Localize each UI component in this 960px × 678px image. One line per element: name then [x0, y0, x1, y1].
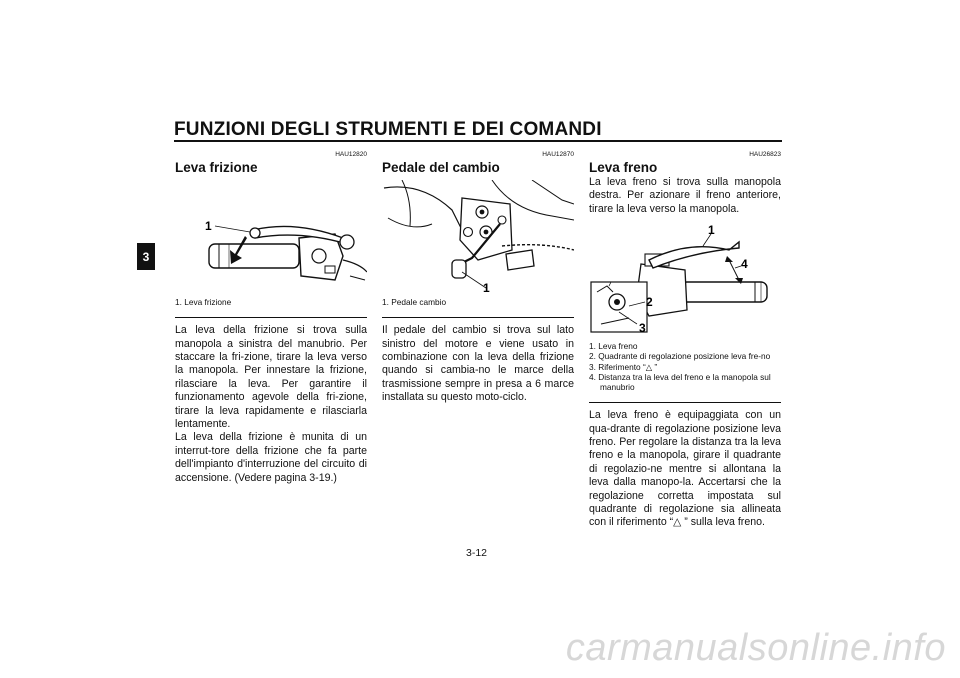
caption-item: 1. Leva freno: [589, 341, 638, 352]
clutch-lever-illustration: [175, 180, 367, 294]
section-brake-lever: [589, 150, 781, 530]
callout-3: 3: [639, 321, 646, 336]
caption-item: 4. Distanza tra la leva del freno e la manopola sul manubrio: [589, 371, 771, 393]
figure-captions: [382, 297, 574, 307]
section-code: HAU12870: [542, 151, 574, 158]
page-title: FUNZIONI DEGLI STRUMENTI E DEI COMANDI: [174, 119, 602, 140]
section-code: HAU12820: [335, 151, 367, 158]
callout-4: 4: [741, 257, 748, 272]
brake-lever-figure: [589, 220, 781, 403]
section-code: HAU26823: [749, 151, 781, 158]
section-heading: Leva freno: [589, 160, 658, 175]
figure-captions: [589, 341, 781, 392]
shift-pedal-figure: [382, 180, 574, 318]
section-body: La leva freno è equipaggiata con un qua-drante di regolazione posizione leva freno. Per regolare la distanza tra la leva freno e la manopola, girare il quadrante di regolazio-ne mentre si allontana la leva dalla manopo-la. Accertarsi che la regolazione corretta impostata sul quadrante di regolazione sia allineata con il riferimento “△ ” sulla leva freno.: [589, 409, 781, 529]
section-shift-pedal: [382, 150, 574, 405]
shift-pedal-illustration: [382, 180, 574, 294]
caption-item: 3. Riferimento “△ ”: [589, 361, 658, 372]
section-body: La leva della frizione si trova sulla manopola a sinistra del manubrio. Per staccare la fri-zione, tirare la leva verso la manopola. Per innestare la frizione, rilasciare la leva. Per garantire il funzionamento agevole della fri-zione, tirare la leva rapidamente e rilasciarla lentamente. La leva della frizione è munita di un interrut-tore della frizione che fa parte dell'impianto d'interruzione del circuito di accensione. (Vedere pagina 3-19.): [175, 324, 367, 484]
watermark: carmanualsonline.info: [565, 626, 946, 669]
caption-item: 1. Pedale cambio: [382, 297, 447, 307]
caption-item: 1. Leva frizione: [175, 297, 232, 307]
section-body: Il pedale del cambio si trova sul lato sinistro del motore e viene usato in combinazione con la leva della frizione quando si cambia-no le marce della trasmissione sempre in presa a 6 marce installata su questo moto-ciclo.: [382, 324, 574, 404]
section-heading: Pedale del cambio: [382, 160, 500, 175]
callout-2: 2: [646, 295, 653, 310]
section-heading: Leva frizione: [175, 160, 258, 175]
section-intro: La leva freno si trova sulla manopola destra. Per azionare il freno anteriore, tirare la leva verso la manopola.: [589, 176, 781, 215]
chapter-tab: 3: [137, 243, 155, 270]
caption-item: 2. Quadrante di regolazione posizione leva fre-no: [589, 351, 771, 362]
figure-captions: [175, 297, 367, 307]
callout-1: 1: [483, 281, 490, 294]
brake-lever-illustration: [589, 220, 781, 338]
section-clutch-lever: [175, 150, 367, 485]
clutch-lever-figure: [175, 180, 367, 318]
callout-1: 1: [205, 219, 212, 233]
page-number: 3-12: [466, 547, 488, 559]
header-rule: [174, 140, 782, 142]
callout-1: 1: [708, 223, 715, 238]
